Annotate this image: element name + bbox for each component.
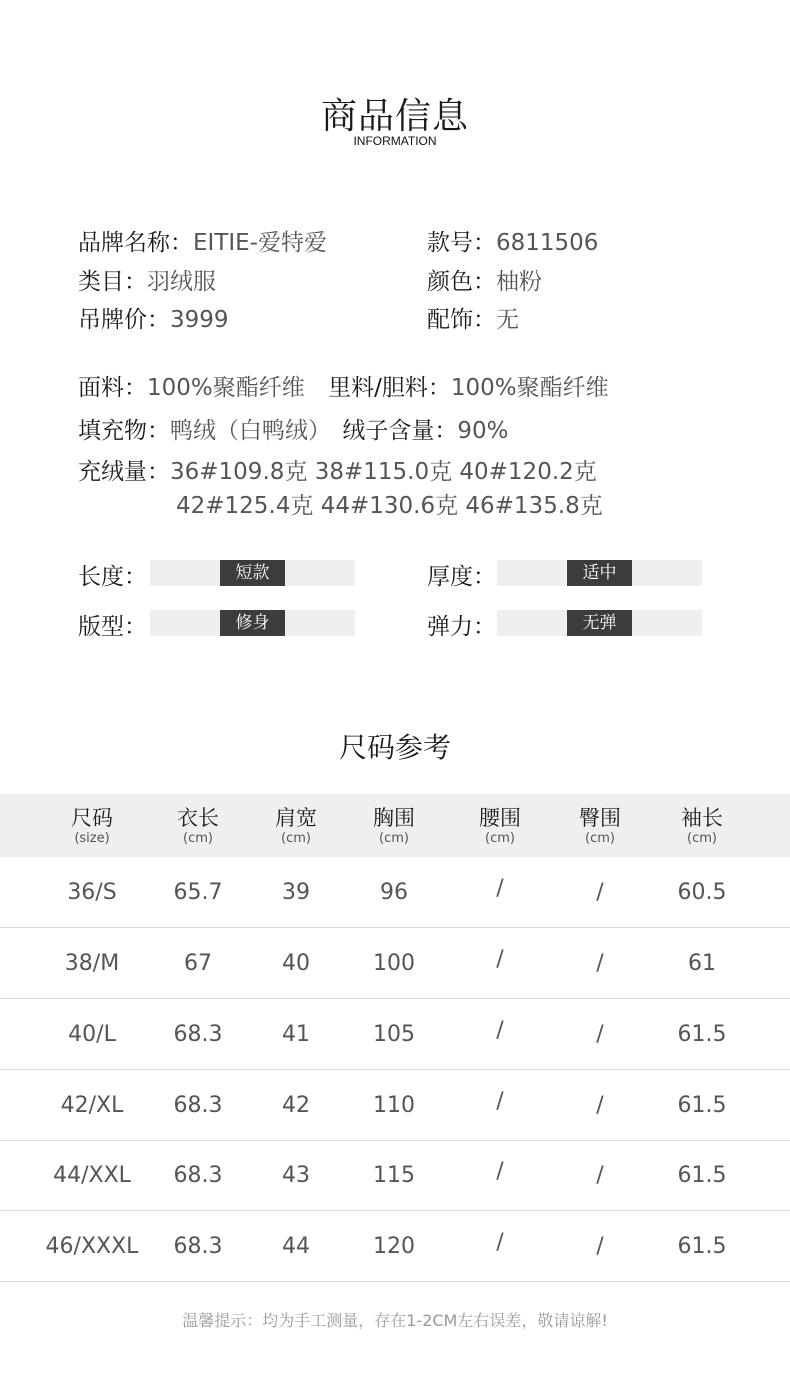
stretch-value-chip: 无弹 — [567, 610, 632, 636]
cell-shoulder: 44 — [282, 1234, 310, 1259]
header-unit: (cm) — [183, 831, 213, 846]
down-content-value: 90% — [457, 418, 509, 444]
fit-value-chip: 修身 — [220, 610, 285, 636]
cell-sleeve: 61 — [688, 951, 716, 976]
page-subtitle: INFORMATION — [353, 134, 437, 148]
style-no-row — [427, 224, 598, 257]
color-label: 颜色： — [427, 269, 496, 295]
header-label: 臀围 — [579, 806, 621, 830]
table-row — [0, 858, 790, 928]
fill-weight-row — [78, 453, 597, 486]
category-label: 类目： — [78, 269, 147, 295]
price-label: 吊牌价： — [78, 307, 170, 333]
header-length — [177, 794, 219, 857]
cell-shoulder: 40 — [282, 951, 310, 976]
fit-label: 版型： — [78, 614, 147, 640]
thickness-scale — [497, 560, 702, 586]
color-value: 柚粉 — [496, 269, 542, 295]
cell-size: 46/XXXL — [45, 1234, 139, 1259]
length-scale — [150, 560, 355, 586]
header-label: 衣长 — [177, 806, 219, 830]
cell-size: 40/L — [68, 1022, 116, 1047]
header-label: 肩宽 — [275, 806, 317, 830]
cell-waist: / — [496, 947, 504, 972]
cell-size: 44/XXL — [53, 1163, 131, 1188]
cell-waist: / — [496, 1159, 504, 1184]
cell-size: 42/XL — [60, 1093, 124, 1118]
header-unit: (cm) — [485, 831, 515, 846]
cell-bust: 120 — [373, 1234, 415, 1259]
filling-row — [78, 412, 508, 445]
thickness-value-chip: 适中 — [567, 560, 632, 586]
color-row — [427, 263, 542, 296]
cell-size: 36/S — [67, 880, 117, 905]
cell-bust: 100 — [373, 951, 415, 976]
cell-length: 68.3 — [173, 1022, 223, 1047]
cell-sleeve: 61.5 — [677, 1163, 727, 1188]
stretch-label: 弹力： — [427, 614, 496, 640]
cell-bust: 110 — [373, 1093, 415, 1118]
header-hip — [579, 794, 621, 857]
table-row — [0, 1000, 790, 1070]
category-value: 羽绒服 — [147, 269, 216, 295]
brand-row — [78, 224, 327, 257]
header-label: 尺码 — [71, 806, 113, 830]
table-row — [0, 929, 790, 999]
header-label: 袖长 — [681, 806, 723, 830]
cell-length: 68.3 — [173, 1163, 223, 1188]
header-label: 胸围 — [373, 806, 415, 830]
down-content-label: 绒子含量： — [342, 418, 458, 444]
category-row — [78, 263, 216, 296]
filling-label: 填充物： — [78, 418, 170, 444]
cell-shoulder: 41 — [282, 1022, 310, 1047]
header-unit: (cm) — [687, 831, 717, 846]
fabric-label: 面料： — [78, 375, 147, 401]
cell-waist: / — [496, 1018, 504, 1043]
length-value-chip: 短款 — [220, 560, 285, 586]
fill-weight-line2: 42#125.4克 44#130.6克 46#135.8克 — [176, 493, 603, 519]
fill-weight-line1: 36#109.8克 38#115.0克 40#120.2克 — [170, 459, 597, 485]
cell-length: 68.3 — [173, 1093, 223, 1118]
style-no-value: 6811506 — [496, 230, 599, 256]
page-title: 商品信息 — [320, 96, 469, 137]
lining-label: 里料/胆料： — [328, 375, 451, 401]
cell-hip: / — [596, 1093, 604, 1118]
cell-sleeve: 60.5 — [677, 880, 727, 905]
header-bust — [373, 794, 415, 857]
cell-shoulder: 43 — [282, 1163, 310, 1188]
header-waist — [479, 794, 521, 857]
table-row — [0, 1141, 790, 1211]
cell-length: 65.7 — [173, 880, 223, 905]
header-size — [71, 794, 113, 857]
size-table-title: 尺码参考 — [338, 731, 451, 764]
cell-sleeve: 61.5 — [677, 1093, 727, 1118]
accessory-row — [427, 301, 519, 334]
cell-hip: / — [596, 1022, 604, 1047]
header-label: 腰围 — [479, 806, 521, 830]
brand-value: EITIE-爱特爱 — [193, 230, 327, 256]
price-value: 3999 — [170, 307, 229, 333]
fabric-row — [78, 369, 609, 402]
header-unit: (cm) — [379, 831, 409, 846]
fit-scale — [150, 610, 355, 636]
table-row — [0, 1212, 790, 1282]
measurement-note: 温馨提示：均为手工测量，存在1-2CM左右误差，敬请谅解! — [182, 1311, 608, 1330]
cell-shoulder: 39 — [282, 880, 310, 905]
lining-value: 100%聚酯纤维 — [450, 375, 609, 401]
cell-waist: / — [496, 1230, 504, 1255]
cell-bust: 96 — [380, 880, 408, 905]
cell-bust: 105 — [373, 1022, 415, 1047]
header-sleeve — [681, 794, 723, 857]
cell-waist: / — [496, 876, 504, 901]
filling-value: 鸭绒（白鸭绒） — [170, 418, 331, 444]
header-unit: (size) — [74, 831, 110, 846]
brand-label: 品牌名称： — [78, 230, 193, 256]
size-table-header — [0, 794, 790, 857]
table-row — [0, 1071, 790, 1141]
header-shoulder — [275, 794, 317, 857]
stretch-scale — [497, 610, 702, 636]
cell-length: 68.3 — [173, 1234, 223, 1259]
cell-hip: / — [596, 1234, 604, 1259]
cell-size: 38/M — [64, 951, 120, 976]
header-unit: (cm) — [281, 831, 311, 846]
header-unit: (cm) — [585, 831, 615, 846]
cell-hip: / — [596, 1163, 604, 1188]
fill-weight-row-2 — [176, 487, 603, 520]
style-no-label: 款号： — [427, 230, 496, 256]
thickness-label: 厚度： — [427, 564, 496, 590]
cell-hip: / — [596, 951, 604, 976]
cell-length: 67 — [184, 951, 212, 976]
fabric-value: 100%聚酯纤维 — [147, 375, 305, 401]
cell-waist: / — [496, 1089, 504, 1114]
cell-shoulder: 42 — [282, 1093, 310, 1118]
cell-hip: / — [596, 880, 604, 905]
cell-bust: 115 — [373, 1163, 415, 1188]
cell-sleeve: 61.5 — [677, 1022, 727, 1047]
cell-sleeve: 61.5 — [677, 1234, 727, 1259]
length-label: 长度： — [78, 564, 147, 590]
accessory-label: 配饰： — [427, 307, 496, 333]
accessory-value: 无 — [496, 307, 519, 333]
fill-weight-label: 充绒量： — [78, 459, 170, 485]
price-row — [78, 301, 229, 334]
